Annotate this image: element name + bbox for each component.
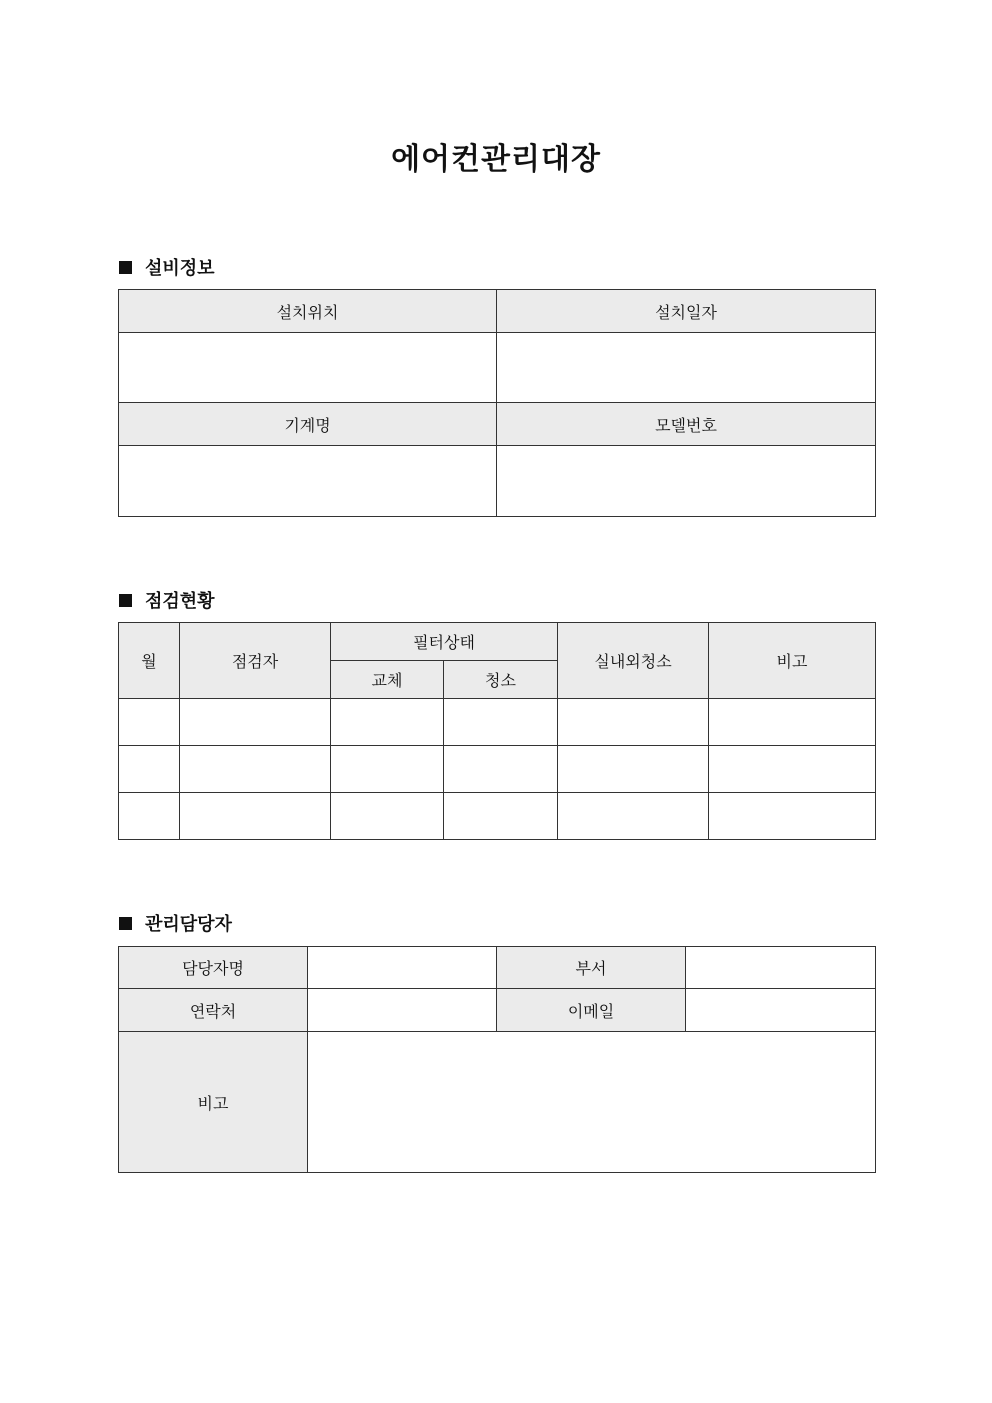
filter-clean-cell[interactable] [444,793,558,840]
section-heading-inspection [119,587,215,613]
unit-cleaning-cell[interactable] [558,746,709,793]
month-header: 월 [119,623,180,699]
section-heading-equipment [119,254,215,280]
inspector-cell[interactable] [180,699,331,746]
square-bullet-icon [119,261,132,274]
inspector-cell[interactable] [180,746,331,793]
install-date-cell[interactable] [497,333,876,403]
section-heading-manager [119,910,232,936]
unit-cleaning-cell[interactable] [558,699,709,746]
square-bullet-icon [119,594,132,607]
install-location-cell[interactable] [119,333,497,403]
section-heading-inspection-label: 점검현황 [145,591,215,612]
filter-replace-cell[interactable] [331,793,444,840]
equipment-info-table [118,289,876,517]
contact-label: 연락처 [119,989,308,1032]
manager-table [118,946,876,1173]
filter-replace-cell[interactable] [331,746,444,793]
filter-clean-cell[interactable] [444,746,558,793]
filter-replace-cell[interactable] [331,699,444,746]
unit-cleaning-cell[interactable] [558,793,709,840]
filter-status-header: 필터상태 [331,623,558,661]
section-heading-manager-label: 관리담당자 [145,914,232,935]
month-cell[interactable] [119,699,180,746]
filter-replace-header: 교체 [331,661,444,699]
remarks-header: 비고 [709,623,876,699]
install-date-header: 설치일자 [497,290,876,333]
install-location-header: 설치위치 [119,290,497,333]
inspector-cell[interactable] [180,793,331,840]
manager-name-cell[interactable] [308,947,497,989]
section-heading-equipment-label: 설비정보 [145,258,215,279]
table-row [119,793,876,840]
remarks-cell[interactable] [709,699,876,746]
manager-remarks-cell[interactable] [308,1032,876,1173]
unit-cleaning-header: 실내외청소 [558,623,709,699]
machine-name-cell[interactable] [119,446,497,517]
month-cell[interactable] [119,793,180,840]
remarks-cell[interactable] [709,793,876,840]
model-number-header: 모델번호 [497,403,876,446]
month-cell[interactable] [119,746,180,793]
model-number-cell[interactable] [497,446,876,517]
department-cell[interactable] [686,947,876,989]
email-cell[interactable] [686,989,876,1032]
remarks-cell[interactable] [709,746,876,793]
machine-name-header: 기계명 [119,403,497,446]
manager-remarks-label: 비고 [119,1032,308,1173]
contact-cell[interactable] [308,989,497,1032]
inspection-table [118,622,876,840]
manager-name-label: 담당자명 [119,947,308,989]
inspector-header: 점검자 [180,623,331,699]
table-row [119,746,876,793]
page-title: 에어컨관리대장 [391,142,601,177]
table-row [119,699,876,746]
square-bullet-icon [119,917,132,930]
filter-clean-cell[interactable] [444,699,558,746]
filter-clean-header: 청소 [444,661,558,699]
email-label: 이메일 [497,989,686,1032]
department-label: 부서 [497,947,686,989]
